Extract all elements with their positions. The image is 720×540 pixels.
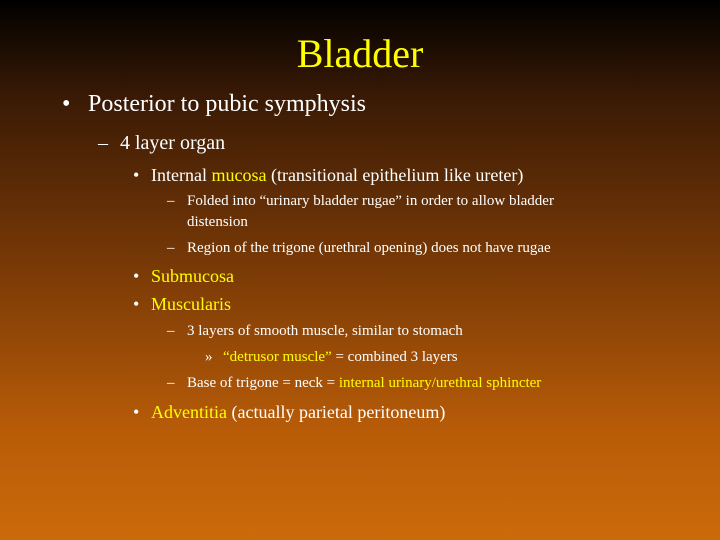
detrusor-suffix: = combined 3 layers xyxy=(331,349,458,365)
base-prefix: Base of trigone = neck = xyxy=(187,375,339,391)
item-folded-line1: Folded into “urinary bladder rugae” in order to allow bladder xyxy=(187,193,554,209)
chevron-icon: » xyxy=(205,349,213,365)
slide-title: Bladder xyxy=(296,31,424,76)
internal-prefix: Internal xyxy=(151,165,212,185)
bullet-icon: • xyxy=(133,294,140,314)
mucosa-highlight: mucosa xyxy=(211,165,267,185)
item-folded-line2: distension xyxy=(187,214,248,230)
item-adventitia xyxy=(151,402,445,423)
item-muscularis: Muscularis xyxy=(151,294,231,314)
item-three-layers: 3 layers of smooth muscle, similar to stomach xyxy=(187,323,463,339)
bullet-icon: • xyxy=(62,91,71,117)
item-internal-mucosa xyxy=(151,165,523,186)
dash-icon: – xyxy=(167,323,175,339)
bullet-posterior: Posterior to pubic symphysis xyxy=(88,91,367,117)
bullet-icon: • xyxy=(133,165,140,185)
detrusor-highlight: “detrusor muscle” xyxy=(223,349,332,365)
item-submucosa: Submucosa xyxy=(151,266,234,286)
bullet-icon: • xyxy=(133,266,140,286)
dash-icon: – xyxy=(98,132,108,154)
dash-icon: – xyxy=(167,193,175,209)
sphincter-highlight: internal urinary/urethral sphincter xyxy=(338,375,542,391)
adventitia-suffix: (actually parietal peritoneum) xyxy=(226,402,446,422)
dash-icon: – xyxy=(167,375,175,391)
item-base-trigone xyxy=(187,375,541,392)
subbullet-four-layer: 4 layer organ xyxy=(120,132,226,154)
item-detrusor xyxy=(223,349,458,366)
item-trigone: Region of the trigone (urethral opening) does not have rugae xyxy=(187,240,551,256)
internal-suffix: (transitional epithelium like ureter) xyxy=(266,165,524,185)
adventitia-highlight: Adventitia xyxy=(151,402,227,422)
dash-icon: – xyxy=(167,240,175,256)
bullet-icon: • xyxy=(133,402,140,422)
